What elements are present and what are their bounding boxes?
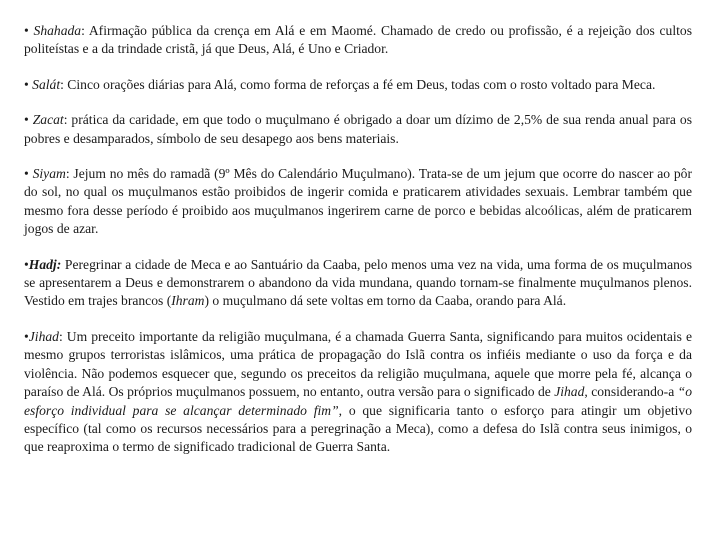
pillar-jihad	[24, 328, 692, 457]
pillar-zacat	[24, 111, 692, 148]
bullet: •	[24, 256, 29, 272]
pillar-salat	[24, 76, 692, 94]
pillar-hadj	[24, 256, 692, 311]
term-jihad-inline: Jihad	[554, 384, 585, 400]
bullet: •	[24, 112, 29, 128]
document-body	[24, 22, 692, 474]
pillar-siyam	[24, 165, 692, 239]
term-salat: Salát	[32, 76, 61, 92]
term-shahada: Shahada	[33, 23, 82, 38]
description-zacat: : prática da caridade, em que todo o muçulmano é obrigado a doar um dízimo de 2,5% de sua renda anual para os pobres e desamparados, símbolo de seu desapego aos bens materiais.	[24, 112, 693, 146]
description-shahada: : Afirmação pública da crença em Alá e em Maomé. Chamado de credo ou profissão, é a rejeição dos cultos politeístas e a da trindade cristã, já que Deus, Alá, é Uno e Criador.	[24, 23, 692, 57]
description-hadj-part1: Peregrinar a cidade de Meca e ao Santuário da Caaba, pelo menos uma vez na vida, uma forma de os muçulmanos se apresentarem a Deus e demonstrarem o abandono da vida mundana, quando tornam-se finalmente muçulmanos plenos. Vestido em trajes brancos (	[24, 256, 692, 309]
bullet: •	[24, 76, 29, 92]
description-jihad-part3: , o que significaria tanto o esforço para atingir um objetivo específico (tal como os recursos necessários para a peregrinação a Meca), como a defesa do Islã contra seus inimigos, o que reaproxima o termo de significado tradicional de Guerra Santa.	[24, 402, 692, 455]
pillar-shahada	[24, 22, 692, 59]
description-jihad-part1: : Um preceito importante da religião muçulmana, é a chamada Guerra Santa, significando para muitos ocidentais e mesmo grupos terroristas islâmicos, uma prática de propagação do Islã contra os infiéis mediante o uso da força e da violência. Não podemos esquecer que, segundo os preceitos da religião muçulmana, aquele que morre pela fé, alcança o paraíso de Alá. Os próprios muçulmanos possuem, no entanto, outra versão para o significado de	[24, 328, 692, 400]
term-ihram: Ihram	[171, 293, 205, 309]
description-salat: : Cinco orações diárias para Alá, como forma de reforças a fé em Deus, todas com o rosto voltado para Meca.	[60, 76, 656, 92]
term-zacat: Zacat	[32, 112, 64, 128]
description-jihad-part2: , considerando-a	[584, 384, 678, 400]
description-hadj-part2: ) o muçulmano dá sete voltas em torno da Caaba, orando para Alá.	[204, 293, 567, 309]
jihad-quote: “o esforço individual para se alcançar determinado fim”	[24, 384, 693, 418]
bullet: •	[24, 328, 29, 344]
bullet: •	[24, 166, 29, 182]
bullet: •	[24, 23, 29, 38]
term-hadj: Hadj:	[28, 256, 62, 272]
description-siyam: : Jejum no mês do ramadã (9º Mês do Calendário Muçulmano). Trata-se de um jejum que ocorre do nascer ao pôr do sol, no qual os muçulmanos estão proibidos de ingerir comida e praticarem atividades sexuais. Lembrar também que mesmo fora desse período é proibido aos muçulmanos ingerirem carne de porco e bebidas alcoólicas, além de praticarem jogos de azar.	[24, 166, 692, 237]
term-jihad: Jihad	[28, 328, 59, 344]
term-siyam: Siyam	[32, 166, 66, 182]
